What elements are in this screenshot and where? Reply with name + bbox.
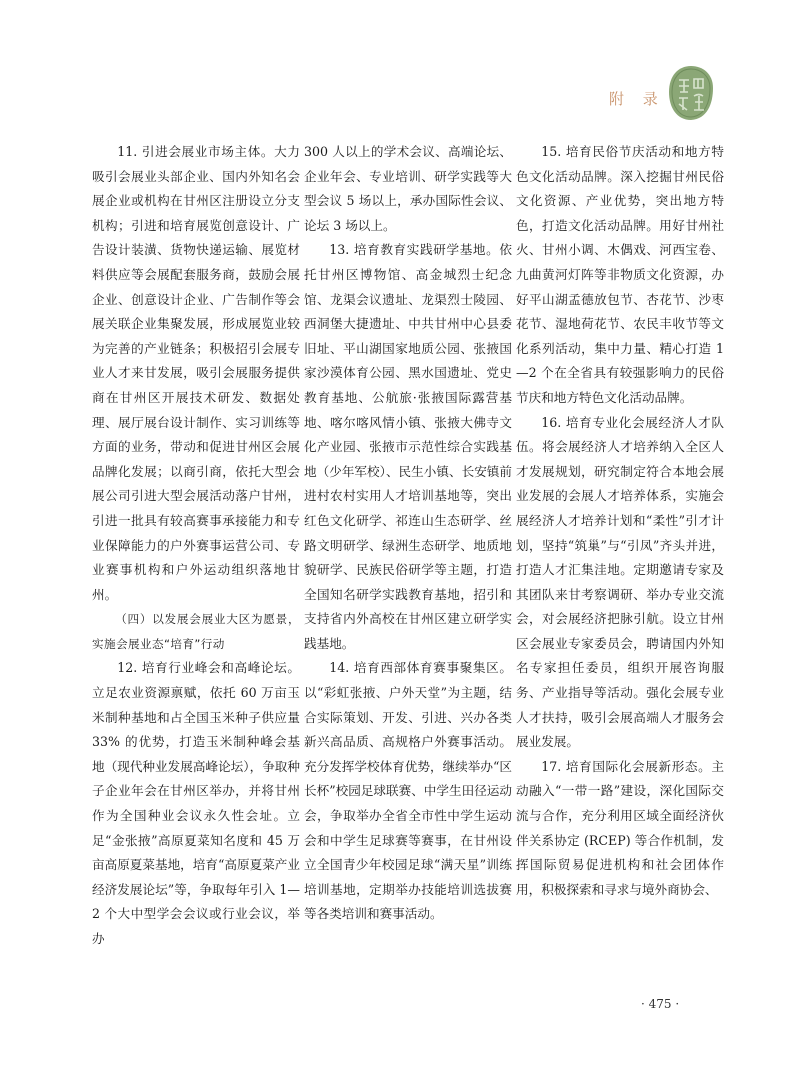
paragraph-item-16: 16. 培育专业化会展经济人才队伍。将会展经济人才培养纳入全区人才发展规划，研究制定符合本地会展业发展的会展人才培养体系，实施会展经济人才培养计划和“柔性”引才计划，坚持“筑巢”与“引凤”齐头并进，打造人才汇集洼地。定期邀请专家及其团队来甘考察调研、举办专业交流会，对会展经济把脉引航。设立甘州区会展业专家委员会，聘请国内外知名专家担任委员，组织开展咨询服务、产业指导等活动。强化会展专业人才扶持，吸引会展高端人才服务会展业发展。 <box>516 414 724 750</box>
text-column-right <box>516 140 724 902</box>
text-column-middle <box>304 140 512 927</box>
paragraph-item-17: 17. 培育国际化会展新形态。主动融入“一带一路”建设，深化国际交流与合作，充分利用区域全面经济伙伴关系协定 (RCEP) 等合作机制，发挥国际贸易促进机构和社会团体作用，积极探索和寻求与境外商协会、 <box>516 758 724 897</box>
paragraph-item-13: 13. 培育教育实践研学基地。依托甘州区博物馆、高金城烈士纪念馆、龙渠会议遗址、龙渠烈士陵园、西洞堡大捷遗址、中共甘州中心县委旧址、平山湖国家地质公园、张掖国家沙漠体育公园、黑水国遗址、党史教育基地、公航旅·张掖国际露营基地、喀尔喀风情小镇、张掖大佛寺文化产业园、张掖市示范性综合实践基地（少年军校）、民生小镇、长安镇前进村农村实用人才培训基地等，突出红色文化研学、祁连山生态研学、丝路文明研学、绿洲生态研学、地质地貌研学、民族民俗研学等主题，打造全国知名研学实践教育基地，招引和支持省内外高校在甘州区建立研学实践基地。 <box>304 242 512 651</box>
page-number: · 475 · <box>641 997 680 1011</box>
section-label: 附 录 <box>609 90 665 108</box>
paragraph-item-12: 12. 培育行业峰会和高峰论坛。立足农业资源禀赋，依托 60 万亩玉米制种基地和占全国玉米种子供应量 33% 的优势，打造玉米制种峰会基地（现代种业发展高峰论坛），争取种子企业年会在甘州区举办，并将甘州作为全国种业会议永久性会址。立足“金张掖”高原夏菜知名度和 45 万亩高原夏菜基地，培育“高原夏菜产业经济发展论坛”等，争取每年引入 1—2 个大中型学会会议或行业会议，举办 <box>92 660 300 946</box>
paragraph-item-12-continued: 300 人以上的学术会议、高端论坛、企业年会、专业培训、研学实践等大型会议 5 场以上，承办国际性会议、论坛 3 场以上。 <box>304 144 512 233</box>
seal-stamp-icon <box>667 64 715 122</box>
paragraph-item-14: 14. 培育西部体育赛事聚集区。以“彩虹张掖、户外天堂”为主题，结合实际策划、开发、引进、兴办各类新兴高品质、高规格户外赛事活动。充分发挥学校体育优势，继续举办“区长杯”校园足球联赛、中学生田径运动会，争取举办全省全市性中学生运动会和中学生足球赛等赛事，在甘州设立全国青少年校园足球“满天星”训练培训基地，定期举办技能培训选拔赛等各类培训和赛事活动。 <box>304 660 512 922</box>
section-subheading: （四）以发展会展业大区为愿景，实施会展业态“培育”行动 <box>92 612 300 651</box>
paragraph-item-15: 15. 培育民俗节庆活动和地方特色文化活动品牌。深入挖掘甘州民俗文化资源、产业优势，突出地方特色，打造文化活动品牌。用好甘州社火、甘州小调、木偶戏、河西宝卷、九曲黄河灯阵等非物质文化资源，办好平山湖孟德放包节、杏花节、沙枣花节、湿地荷花节、农民丰收节等文化系列活动，集中力量、精心打造 1—2 个在全省具有较强影响力的民俗节庆和地方特色文化活动品牌。 <box>516 144 724 405</box>
paragraph-item-11: 11. 引进会展业市场主体。大力吸引会展业头部企业、国内外知名会展企业或机构在甘州区注册设立分支机构；引进和培育展览创意设计、广告设计装潢、货物快递运输、展览材料供应等会展配套服务商，鼓励会展企业、创意设计企业、广告制作等会展关联企业集聚发展，形成展览业较为完善的产业链条；积极招引会展专业人才来甘发展，吸引会展服务提供商在甘州区开展技术研发、数据处理、展厅展台设计制作、实习训练等方面的业务，带动和促进甘州区会展品牌化发展；以商引商，依托大型会展公司引进大型会展活动落户甘州，引进一批具有较高赛事承接能力和专业保障能力的户外赛事运营公司、专业赛事机构和户外运动组织落地甘州。 <box>92 144 300 602</box>
text-column-left <box>92 140 300 952</box>
